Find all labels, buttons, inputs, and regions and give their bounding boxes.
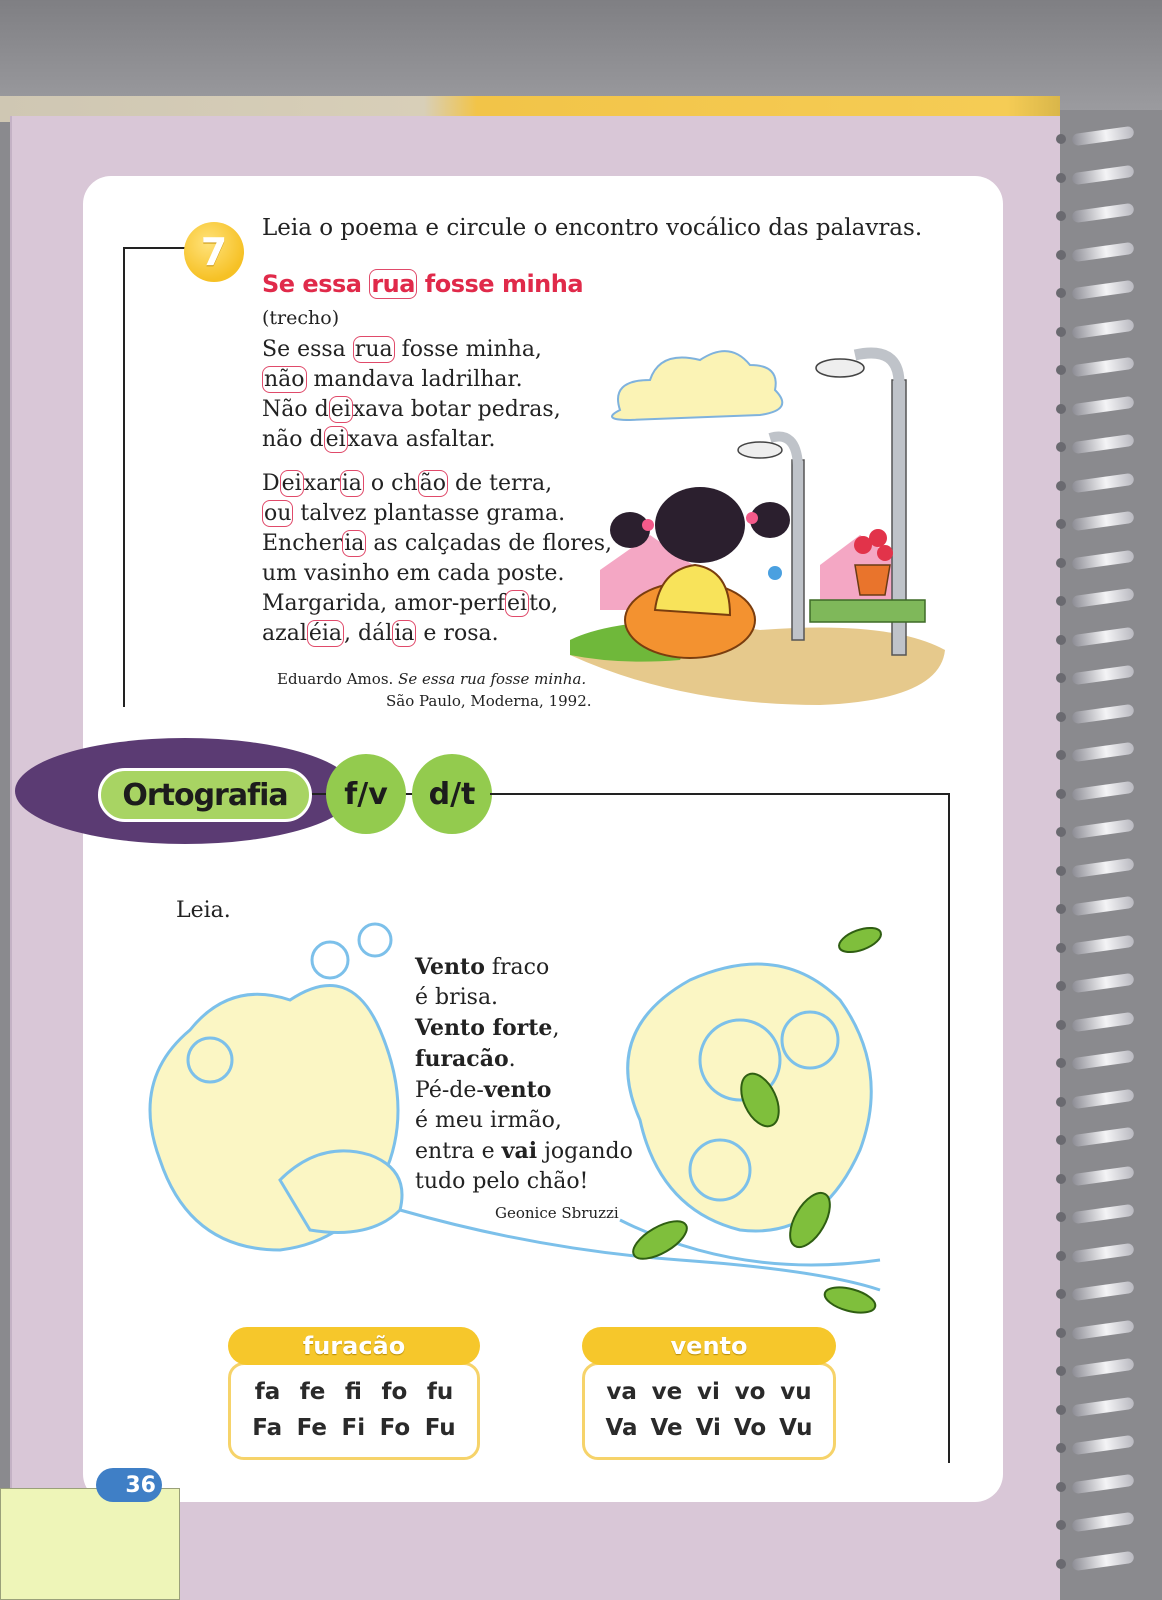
syllable: Fi	[341, 1415, 366, 1441]
section-tag-dt: d/t	[412, 754, 492, 834]
spiral-hole	[1056, 1097, 1066, 1107]
spiral-coil	[1071, 1281, 1134, 1302]
street-illustration	[560, 320, 960, 710]
spiral-hole	[1056, 1212, 1066, 1222]
syllable: va	[606, 1379, 637, 1405]
spiral-hole	[1056, 1405, 1066, 1415]
spiral-coil	[1071, 1319, 1134, 1340]
poem-text: Não d	[262, 397, 329, 422]
cloud-drawing	[612, 351, 782, 420]
spiral-coil	[1071, 511, 1134, 532]
spiral-hole	[1056, 789, 1066, 799]
ground	[570, 620, 945, 705]
exercise-number-badge: 7	[184, 222, 244, 282]
syllable: Va	[605, 1415, 638, 1441]
wind-poem-text: .	[508, 1047, 516, 1072]
wind-poem-text: é meu irmão,	[415, 1108, 562, 1133]
spiral-coil	[1071, 665, 1134, 686]
spiral-coil	[1071, 703, 1134, 724]
poem-text: o ch	[363, 471, 418, 496]
section-tag-fv: f/v	[326, 754, 406, 834]
circled-vowel-encounter: rua	[354, 337, 393, 362]
spiral-coil	[1071, 896, 1134, 917]
spiral-coil	[1071, 1011, 1134, 1032]
syllables-v-uppercase	[585, 1415, 833, 1441]
syllable: vo	[734, 1379, 766, 1405]
spiral-coil	[1071, 1435, 1134, 1456]
syllable: Vo	[733, 1415, 767, 1441]
spiral-hole	[1056, 943, 1066, 953]
spiral-hole	[1056, 1020, 1066, 1030]
spiral-coil	[1071, 395, 1134, 416]
spiral-coil	[1071, 241, 1134, 262]
spiral-coil	[1071, 1050, 1134, 1071]
spiral-hole	[1056, 327, 1066, 337]
spiral-hole	[1056, 519, 1066, 529]
wind-poem-bold-word: Vento forte	[415, 1015, 553, 1041]
spiral-hole	[1056, 365, 1066, 375]
syllable-box-f	[228, 1362, 480, 1460]
syllables-v-lowercase	[585, 1379, 833, 1405]
section-frame-line	[948, 793, 950, 1463]
syllable: Fa	[252, 1415, 283, 1441]
spiral-hole	[1056, 635, 1066, 645]
spiral-coil	[1071, 626, 1134, 647]
wind-poem-line	[415, 952, 633, 983]
poem-text: fosse minha,	[394, 337, 542, 362]
wind-poem-bold-word: vai	[501, 1138, 538, 1164]
spiral-coil	[1071, 472, 1134, 493]
spiral-coil	[1071, 1242, 1134, 1263]
poem-text: de terra,	[448, 471, 553, 496]
poem-credit	[277, 670, 586, 688]
spiral-hole	[1056, 596, 1066, 606]
spiral-hole	[1056, 173, 1066, 183]
poem-line	[262, 395, 561, 425]
syllable-box-v	[582, 1362, 836, 1460]
spiral-coil	[1071, 318, 1134, 339]
poem-text: Encher	[262, 531, 343, 556]
poem-title-vowel: rua	[371, 270, 415, 298]
syllable: Fu	[424, 1415, 456, 1441]
spiral-hole	[1056, 1135, 1066, 1145]
spiral-hole	[1056, 288, 1066, 298]
syllable: Ve	[650, 1415, 683, 1441]
wind-poem-line	[415, 1167, 633, 1197]
spiral-hole	[1056, 1366, 1066, 1376]
wind-poem-text: entra e	[415, 1139, 502, 1164]
wind-poem-author: Geonice Sbruzzi	[495, 1204, 619, 1222]
spiral-coil	[1071, 1512, 1134, 1533]
wind-poem	[415, 952, 633, 1197]
spiral-hole	[1056, 750, 1066, 760]
spiral-coil	[1071, 973, 1134, 994]
poem-title-end: fosse minha	[416, 270, 584, 298]
spiral-coil	[1071, 1127, 1134, 1148]
wind-poem-line	[415, 1075, 633, 1106]
spiral-coil	[1071, 1358, 1134, 1379]
syllables-f-lowercase	[231, 1379, 477, 1405]
spiral-hole	[1056, 134, 1066, 144]
poem-text: não d	[262, 427, 324, 452]
spiral-coil	[1071, 1165, 1134, 1186]
spiral-hole	[1056, 1520, 1066, 1530]
spiral-coil	[1071, 203, 1134, 224]
page-number: 36	[96, 1468, 162, 1502]
spiral-hole	[1056, 442, 1066, 452]
spiral-coil	[1071, 1550, 1134, 1571]
poem-text: xava asfaltar.	[347, 427, 496, 452]
wind-poem-text: é brisa.	[415, 985, 499, 1010]
poem-line	[262, 335, 561, 365]
poem-line	[262, 425, 561, 455]
poem-title-start: Se essa	[262, 270, 370, 298]
spiral-coil	[1071, 742, 1134, 763]
spiral-coil	[1071, 434, 1134, 455]
credit-book-title: Se essa rua fosse minha.	[398, 670, 587, 688]
spiral-coil	[1071, 549, 1134, 570]
spiral-hole	[1056, 673, 1066, 683]
spiral-hole	[1056, 827, 1066, 837]
spiral-hole	[1056, 1559, 1066, 1569]
spiral-hole	[1056, 712, 1066, 722]
spiral-coil	[1071, 1204, 1134, 1225]
poem-credit-publisher: São Paulo, Moderna, 1992.	[386, 692, 592, 710]
spiral-hole	[1056, 1482, 1066, 1492]
spiral-hole	[1056, 558, 1066, 568]
wind-poem-line	[415, 1136, 633, 1167]
poem-text: azal	[262, 621, 307, 646]
poem-text: to,	[529, 591, 559, 616]
spiral-hole	[1056, 866, 1066, 876]
syllable: Fo	[379, 1415, 411, 1441]
circled-vowel-encounter: ei	[330, 397, 351, 422]
syllable: Fe	[296, 1415, 328, 1441]
circled-vowel-encounter: ei	[281, 471, 302, 496]
circled-vowel-encounter: éia	[308, 621, 343, 646]
poem-text: xava botar pedras,	[352, 397, 561, 422]
circled-vowel-encounter: ei	[507, 591, 528, 616]
syllable: fo	[381, 1379, 408, 1405]
syllable: vu	[780, 1379, 812, 1405]
spiral-hole	[1056, 250, 1066, 260]
wind-poem-text: jogando	[537, 1139, 633, 1164]
syllable-title-furacao: furacão	[228, 1327, 480, 1365]
wind-poem-line	[415, 1044, 633, 1075]
spiral-coil	[1071, 126, 1134, 147]
poem-excerpt-note: (trecho)	[262, 307, 340, 329]
spiral-hole	[1056, 1328, 1066, 1338]
poem-line	[262, 365, 561, 395]
credit-author: Eduardo Amos.	[277, 670, 399, 688]
poem-stanza-1	[262, 335, 561, 455]
poem-text: as calçadas de flores,	[366, 531, 613, 556]
spiral-hole	[1056, 1174, 1066, 1184]
poem-text: xar	[303, 471, 340, 496]
circled-vowel-encounter: ia	[394, 621, 415, 646]
wind-poem-bold-word: vento	[483, 1077, 552, 1103]
spiral-coil	[1071, 934, 1134, 955]
poem-text: mandava ladrilhar.	[306, 367, 523, 392]
spiral-coil	[1071, 819, 1134, 840]
spiral-hole	[1056, 904, 1066, 914]
wind-poem-bold-word: furacão	[415, 1046, 509, 1072]
syllable: fe	[299, 1379, 326, 1405]
exercise-frame-line	[123, 247, 188, 249]
syllables-f-uppercase	[231, 1415, 477, 1441]
wind-poem-text: tudo pelo chão!	[415, 1169, 589, 1194]
spiral-hole	[1056, 1443, 1066, 1453]
syllable: Vu	[779, 1415, 813, 1441]
spiral-coil	[1071, 1396, 1134, 1417]
poem-text: e rosa.	[416, 621, 499, 646]
poem-text: um vasinho em cada poste.	[262, 561, 565, 586]
circled-vowel-encounter: ou	[264, 501, 292, 526]
wind-poem-text: Pé-de-	[415, 1078, 484, 1103]
wind-poem-text: ,	[552, 1016, 560, 1041]
wind-poem-text: fraco	[484, 955, 550, 980]
circled-vowel-encounter: ia	[341, 471, 362, 496]
spiral-hole	[1056, 1058, 1066, 1068]
spiral-hole	[1056, 211, 1066, 221]
spiral-hole	[1056, 1289, 1066, 1299]
spiral-coil	[1071, 164, 1134, 185]
section-frame-line	[490, 793, 950, 795]
poem-text: , dál	[344, 621, 393, 646]
syllable-title-vento: vento	[582, 1327, 836, 1365]
circled-vowel-encounter: ei	[325, 427, 346, 452]
wind-poem-line	[415, 983, 633, 1013]
poem-text: D	[262, 471, 280, 496]
wind-poem-line	[415, 1106, 633, 1136]
wind-poem-bold-word: Vento	[415, 954, 485, 980]
poem-title	[262, 270, 583, 298]
syllable: fa	[254, 1379, 281, 1405]
syllable: Vi	[695, 1415, 721, 1441]
exercise-frame-line	[123, 247, 125, 707]
scanner-background	[0, 0, 1162, 110]
spiral-coil	[1071, 588, 1134, 609]
section-title-ortografia: Ortografia	[98, 768, 312, 822]
exercise-instruction: Leia o poema e circule o encontro vocálico das palavras.	[262, 215, 923, 241]
reading-instruction: Leia.	[176, 898, 231, 923]
wind-poem-line	[415, 1013, 633, 1044]
spiral-hole	[1056, 1251, 1066, 1261]
spiral-hole	[1056, 981, 1066, 991]
spiral-coil	[1071, 1088, 1134, 1109]
sticky-note	[0, 1488, 180, 1600]
syllable: fi	[344, 1379, 362, 1405]
spiral-hole	[1056, 404, 1066, 414]
syllable: fu	[426, 1379, 454, 1405]
spiral-coil	[1071, 780, 1134, 801]
circled-vowel-encounter: ia	[344, 531, 365, 556]
spiral-coil	[1071, 280, 1134, 301]
spiral-coil	[1071, 857, 1134, 878]
poem-text: talvez plantasse grama.	[293, 501, 566, 526]
poem-text: Margarida, amor-perf	[262, 591, 506, 616]
syllable: ve	[651, 1379, 683, 1405]
syllable: vi	[697, 1379, 720, 1405]
spiral-binding	[1062, 120, 1162, 1600]
circled-vowel-encounter: ão	[419, 471, 447, 496]
poem-text: Se essa	[262, 337, 353, 362]
circled-vowel-encounter: não	[264, 367, 305, 392]
spiral-coil	[1071, 1473, 1134, 1494]
spiral-hole	[1056, 481, 1066, 491]
spiral-coil	[1071, 357, 1134, 378]
